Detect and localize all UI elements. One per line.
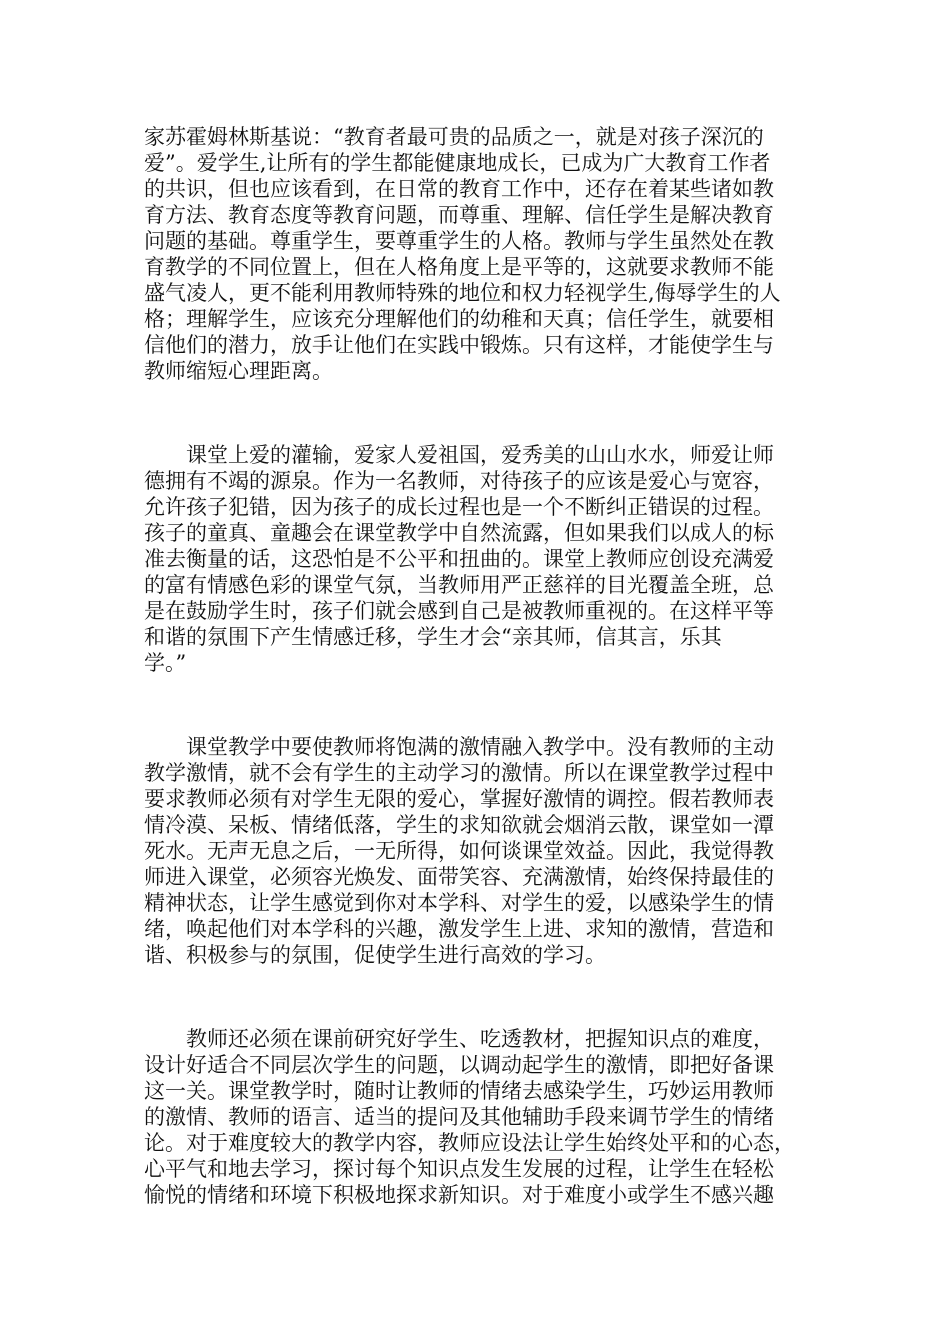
- paragraph-line: 教师缩短心理距离。: [144, 359, 333, 383]
- paragraph-line: 的富有情感色彩的课堂气氛，当教师用严正慈祥的目光覆盖全班，总: [144, 573, 774, 597]
- paragraph-line: 德拥有不竭的源泉。作为一名教师，对待孩子的应该是爱心与宽容，: [144, 469, 774, 493]
- paragraph-line: 愉悦的情绪和环境下积极地探求新知识。对于难度小或学生不感兴趣: [144, 1183, 774, 1207]
- paragraph-line: 家苏霍姆林斯基说：“教育者最可贵的品质之一，就是对孩子深沉的: [144, 125, 764, 149]
- paragraph-line: 准去衡量的话，这恐怕是不公平和扭曲的。课堂上教师应创设充满爱: [144, 547, 774, 571]
- paragraph-line: 教学激情，就不会有学生的主动学习的激情。所以在课堂教学过程中: [144, 761, 774, 785]
- paragraph-line: 学。”: [144, 651, 187, 675]
- paragraph-line: 的激情、教师的语言、适当的提问及其他辅助手段来调节学生的情绪: [144, 1105, 774, 1129]
- paragraph-line: 育教学的不同位置上，但在人格角度上是平等的，这就要求教师不能: [144, 255, 774, 279]
- paragraph-line: 盛气凌人，更不能利用教师特殊的地位和权力轻视学生,侮辱学生的人: [144, 281, 781, 305]
- paragraph-line: 师进入课堂，必须容光焕发、面带笑容、充满激情，始终保持最佳的: [144, 865, 774, 889]
- paragraph-line: 爱”。爱学生,让所有的学生都能健康地成长，已成为广大教育工作者: [144, 151, 771, 175]
- paragraph-line: 精神状态，让学生感觉到你对本学科、对学生的爱，以感染学生的情: [144, 891, 774, 915]
- paragraph-line: 教师还必须在课前研究好学生、吃透教材，把握知识点的难度，: [186, 1027, 774, 1051]
- paragraph-line: 这一关。课堂教学时，随时让教师的情绪去感染学生，巧妙运用教师: [144, 1079, 774, 1103]
- paragraph-line: 死水。无声无息之后，一无所得，如何谈课堂效益。因此，我觉得教: [144, 839, 774, 863]
- paragraph-line: 允许孩子犯错，因为孩子的成长过程也是一个不断纠正错误的过程。: [144, 495, 774, 519]
- paragraph-line: 绪，唤起他们对本学科的兴趣，激发学生上进、求知的激情，营造和: [144, 917, 774, 941]
- paragraph-line: 问题的基础。尊重学生，要尊重学生的人格。教师与学生虽然处在教: [144, 229, 774, 253]
- paragraph-line: 谐、积极参与的氛围，促使学生进行高效的学习。: [144, 943, 606, 967]
- paragraph-line: 要求教师必须有对学生无限的爱心，掌握好激情的调控。假若教师表: [144, 787, 774, 811]
- paragraph-line: 是在鼓励学生时，孩子们就会感到自己是被教师重视的。在这样平等: [144, 599, 774, 623]
- paragraph-line: 育方法、教育态度等教育问题，而尊重、理解、信任学生是解决教育: [144, 203, 774, 227]
- paragraph-line: 情冷漠、呆板、情绪低落，学生的求知欲就会烟消云散，课堂如一潭: [144, 813, 774, 837]
- paragraph-line: 的共识，但也应该看到，在日常的教育工作中，还存在着某些诸如教: [144, 177, 774, 201]
- paragraph-line: 格；理解学生，应该充分理解他们的幼稚和天真；信任学生，就要相: [144, 307, 774, 331]
- paragraph-line: 孩子的童真、童趣会在课堂教学中自然流露，但如果我们以成人的标: [144, 521, 774, 545]
- paragraph-line: 课堂上爱的灌输，爱家人爱祖国，爱秀美的山山水水，师爱让师: [186, 443, 774, 467]
- paragraph-line: 心平气和地去学习，探讨每个知识点发生发展的过程，让学生在轻松: [144, 1157, 774, 1181]
- paragraph-line: 信他们的潜力，放手让他们在实践中锻炼。只有这样，才能使学生与: [144, 333, 774, 357]
- paragraph-line: 课堂教学中要使教师将饱满的激情融入教学中。没有教师的主动: [186, 735, 774, 759]
- paragraph-line: 论。对于难度较大的教学内容，教师应设法让学生始终处平和的心态，: [144, 1131, 795, 1155]
- paragraph-line: 和谐的氛围下产生情感迁移，学生才会“亲其师，信其言，乐其: [144, 625, 722, 649]
- paragraph-line: 设计好适合不同层次学生的问题，以调动起学生的激情，即把好备课: [144, 1053, 774, 1077]
